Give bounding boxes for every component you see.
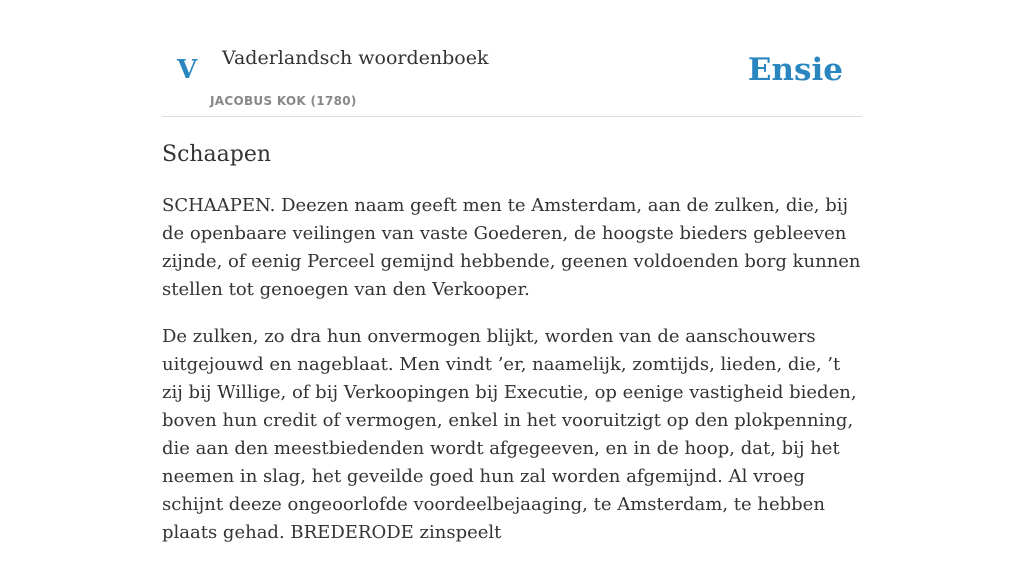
entry-paragraph: SCHAAPEN. Deezen naam geeft men te Amsterdam, aan de zulken, die, bij de openbaare veilingen van vaste Goederen, de hoogste bieders gebleeven zijnde, of eenig Perceel gemijnd hebbende, geenen voldoenden borg kunnen stellen tot genoegen van den Verkooper. [162, 195, 861, 300]
ensie-logo[interactable]: Ensie [747, 52, 843, 88]
book-title[interactable]: Vaderlandsch woordenboek [222, 47, 489, 69]
header [162, 0, 862, 117]
book-author: JACOBUS KOK (1780) [210, 94, 357, 108]
page-card [162, 0, 862, 543]
entry-paragraph: De zulken, zo dra hun onvermogen blijkt, worden van de aanschouwers uitgejouwd en nageblaat. Men vindt ’er, naamelijk, zomtijds, lieden, die, ’t zij bij Willige, of bij Verkoopingen bij Executie, op eenige vastigheid bieden, boven hun credit of vermogen, enkel in het vooruitzigt op den plokpenning, die aan den meestbiedenden wordt afgegeeven, en in de hoop, dat, bij het neemen in slag, het geveilde goed hun zal worden afgemijnd. Al vroeg schijnt deeze ongeoorlofde voordeelbejaaging, te Amsterdam, te hebben plaats gehad. BREDERODE zinspeelt [162, 326, 857, 543]
book-letter-icon: V [177, 55, 198, 85]
entry-title: Schaapen [162, 142, 272, 167]
entry-body [162, 192, 862, 566]
